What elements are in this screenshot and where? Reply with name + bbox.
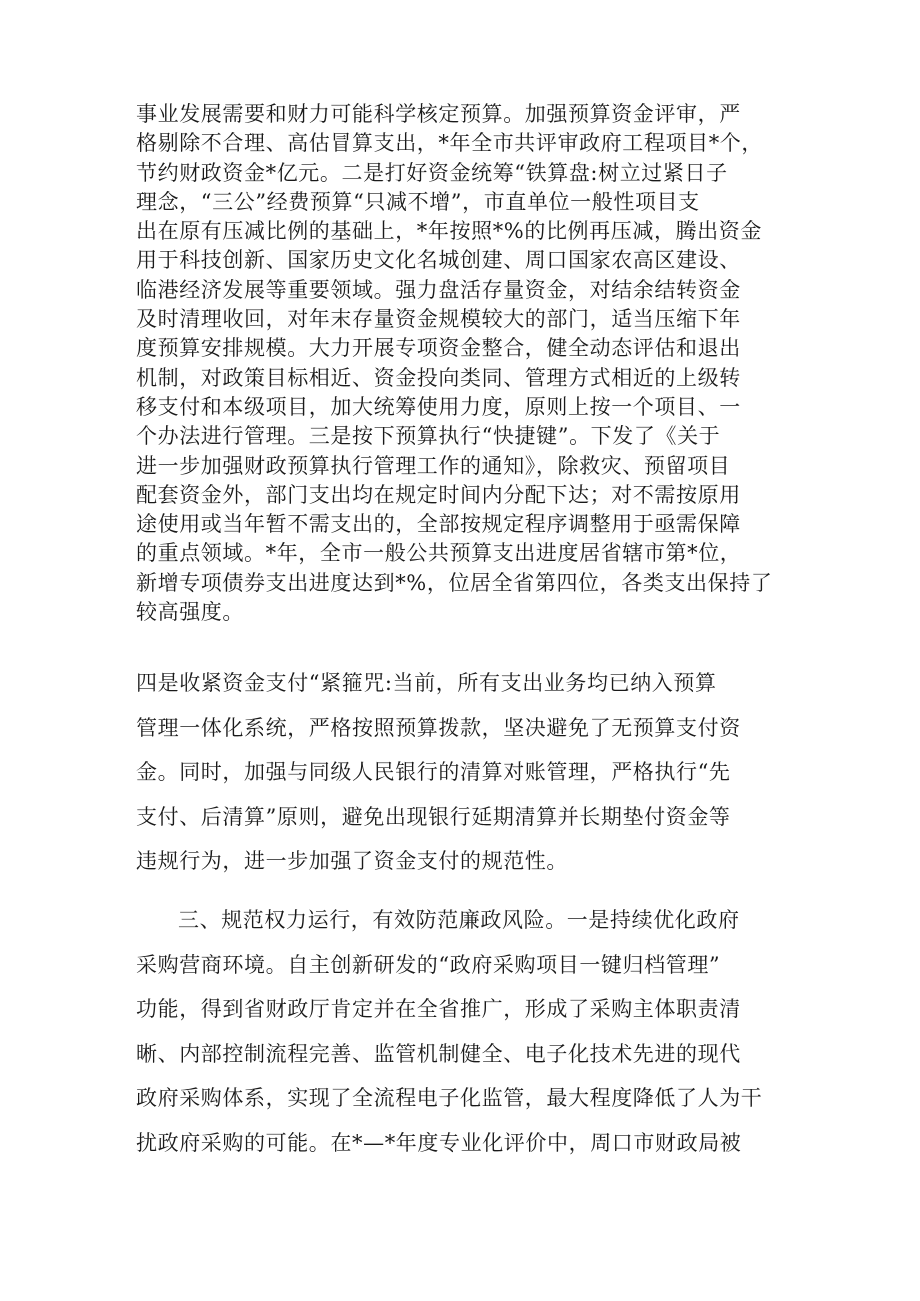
text-line: 新增专项债券支出进度达到*%，位居全省第四位，各类支出保持了 (136, 570, 773, 595)
text-line: 理念，“三公”经费预算“只减不增”，市直单位一般性项目支 (136, 189, 700, 214)
text-line: 较高强度。 (136, 600, 244, 625)
text-line: 功能，得到省财政厅肯定并在全省推广，形成了采购主体职责清 (136, 997, 741, 1021)
text-line: 临港经济发展等重要领域。强力盘活存量资金，对结余结转资金 (136, 277, 741, 302)
text-line: 用于科技创新、国家历史文化名城创建、周口国家农高区建设、 (136, 248, 741, 273)
text-line: 扰政府采购的可能。在*—*年度专业化评价中，周口市财政局被 (136, 1130, 742, 1155)
text-line: 及时清理收回，对年末存量资金规模较大的部门，适当压缩下年 (136, 307, 741, 332)
text-line: 金。同时，加强与同级人民银行的清算对账管理，严格执行“先 (136, 760, 731, 784)
text-line: 配套资金外，部门支出均在规定时间内分配下达；对不需按原用 (136, 482, 741, 507)
text-line: 出在原有压减比例的基础上，*年按照*%的比例再压减，腾出资金 (136, 219, 762, 244)
text-line: 事业发展需要和财力可能科学核定预算。加强预算资金评审，严 (136, 102, 741, 126)
text-line: 三、规范权力运行，有效防范廉政风险。一是持续优化政府 (178, 908, 740, 932)
text-line: 进一步加强财政预算执行管理工作的通知》，除救灾、预留项目 (136, 453, 731, 478)
text-line: 政府采购体系，实现了全流程电子化监管，最大程度降低了人为干 (136, 1086, 763, 1110)
text-line: 节约财政资金*亿元。二是打好资金统筹“铁算盘:树立过紧日子 (136, 160, 728, 185)
paragraph-budget-management (136, 100, 796, 627)
paragraph-fund-payment (136, 661, 796, 884)
text-line: 采购营商环境。自主创新研发的“政府采购项目一键归档管理” (136, 952, 721, 977)
text-line: 晰、内部控制流程完善、监管机制健全、电子化技术先进的现代 (136, 1041, 741, 1066)
text-line: 管理一体化系统，严格按照预算拨款，坚决避免了无预算支付资 (136, 715, 741, 740)
text-line: 度预算安排规模。大力开展专项资金整合，健全动态评估和退出 (136, 336, 741, 361)
text-line: 机制，对政策目标相近、资金投向类同、管理方式相近的上级转 (136, 365, 741, 390)
text-line: 格剔除不合理、高估冒算支出，*年全市共评审政府工程项目*个， (136, 131, 763, 156)
text-line: 违规行为，进一步加强了资金支付的规范性。 (136, 849, 568, 873)
paragraph-power-regulation (136, 898, 796, 1165)
text-line: 支付、后清算”原则，避免出现银行延期清算并长期垫付资金等 (136, 804, 731, 829)
text-line: 四是收紧资金支付“紧箍咒:当前，所有支出业务均已纳入预算 (136, 671, 717, 695)
text-line: 途使用或当年暂不需支出的，全部按规定程序调整用于亟需保障 (136, 512, 741, 537)
text-line: 移支付和本级项目，加大统筹使用力度，原则上按一个项目、一 (136, 394, 741, 419)
text-line: 的重点领域。*年，全市一般公共预算支出进度居省辖市第*位， (136, 541, 742, 566)
text-line: 个办法进行管理。三是按下预算执行“快捷键”。下发了《关于 (136, 424, 721, 449)
